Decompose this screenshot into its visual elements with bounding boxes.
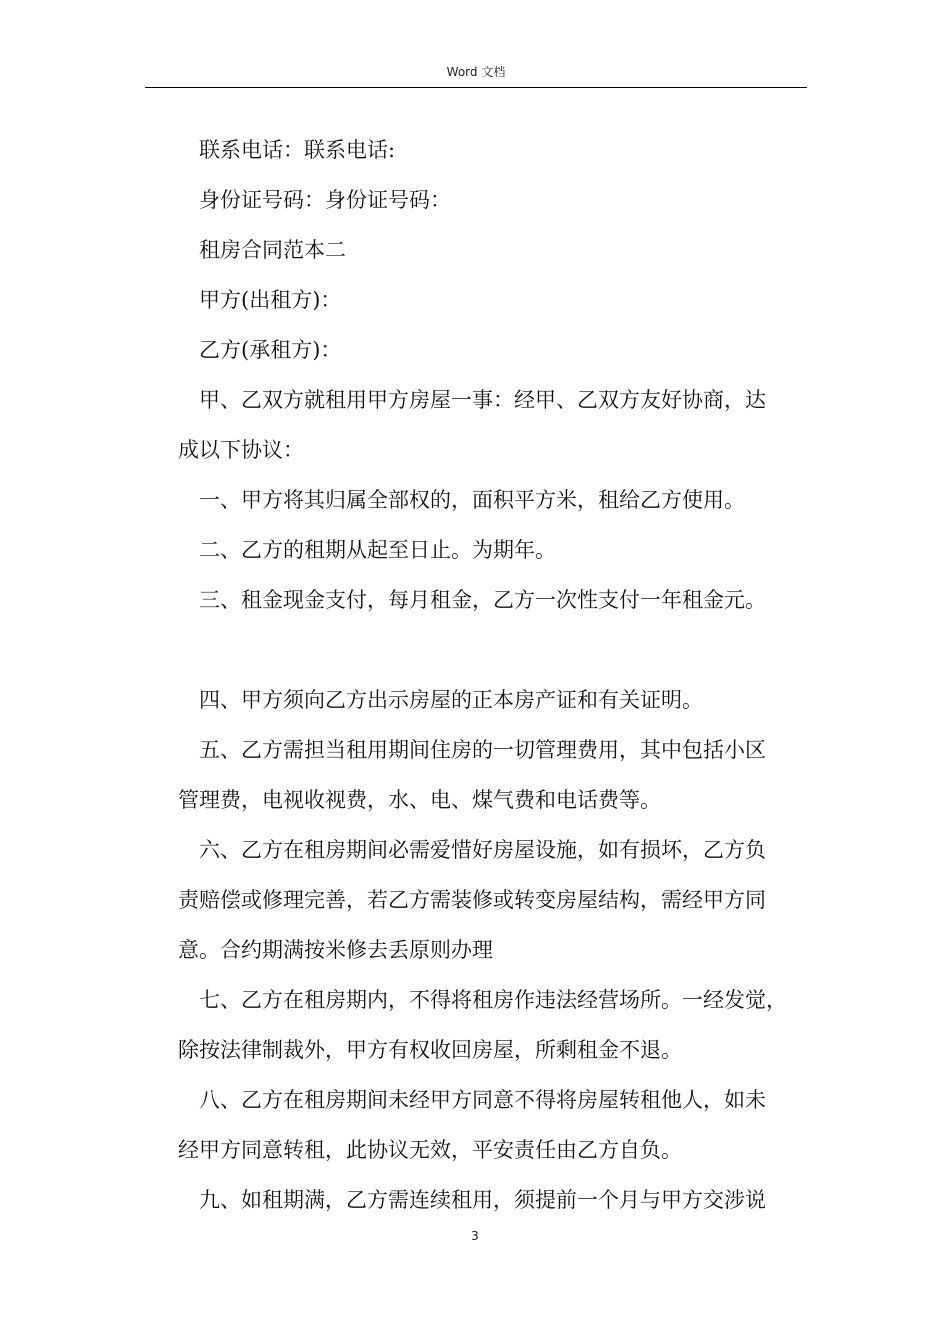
contract-sample-title: 租房合同范本二 — [199, 238, 346, 262]
header-divider — [145, 87, 807, 88]
id-number-line: 身份证号码：身份证号码： — [199, 188, 451, 212]
document-body — [178, 125, 808, 1225]
paragraph-gap — [178, 625, 808, 675]
clause-3: 三、租金现金支付，每月租金，乙方一次性支付一年租金元。 — [199, 588, 766, 612]
clause-6-line-3: 意。合约期满按米修去丢原则办理 — [178, 938, 493, 962]
clause-6-line-2: 责赔偿或修理完善，若乙方需装修或转变房屋结构，需经甲方同 — [178, 888, 766, 912]
clause-6-line-1: 六、乙方在租房期间必需爱惜好房屋设施，如有损坏，乙方负 — [199, 838, 766, 862]
clause-7-line-1: 七、乙方在租房期内，不得将租房作违法经营场所。一经发觉， — [199, 988, 787, 1012]
page-header: Word 文档 — [446, 65, 506, 79]
page-number: 3 — [471, 1229, 479, 1243]
party-b-line: 乙方(承租方)： — [199, 338, 342, 362]
clause-5-line-2: 管理费，电视收视费，水、电、煤气费和电话费等。 — [178, 788, 661, 812]
party-a-line: 甲方(出租方)： — [199, 288, 342, 312]
preamble-line-1: 甲、乙双方就租用甲方房屋一事：经甲、乙双方友好协商，达 — [199, 388, 766, 412]
clause-1: 一、甲方将其归属全部权的，面积平方米，租给乙方使用。 — [199, 488, 745, 512]
clause-2: 二、乙方的租期从起至日止。为期年。 — [199, 538, 556, 562]
clause-5-line-1: 五、乙方需担当租用期间住房的一切管理费用，其中包括小区 — [199, 738, 766, 762]
clause-8-line-2: 经甲方同意转租，此协议无效，平安责任由乙方自负。 — [178, 1138, 682, 1162]
clause-4: 四、甲方须向乙方出示房屋的正本房产证和有关证明。 — [199, 688, 703, 712]
clause-8-line-1: 八、乙方在租房期间未经甲方同意不得将房屋转租他人，如未 — [199, 1088, 766, 1112]
clause-7-line-2: 除按法律制裁外，甲方有权收回房屋，所剩租金不退。 — [178, 1038, 682, 1062]
preamble-line-2: 成以下协议： — [178, 438, 304, 462]
clause-9-line-1: 九、如租期满，乙方需连续租用，须提前一个月与甲方交涉说 — [199, 1188, 766, 1212]
contact-phone-line: 联系电话：联系电话: — [199, 138, 396, 162]
